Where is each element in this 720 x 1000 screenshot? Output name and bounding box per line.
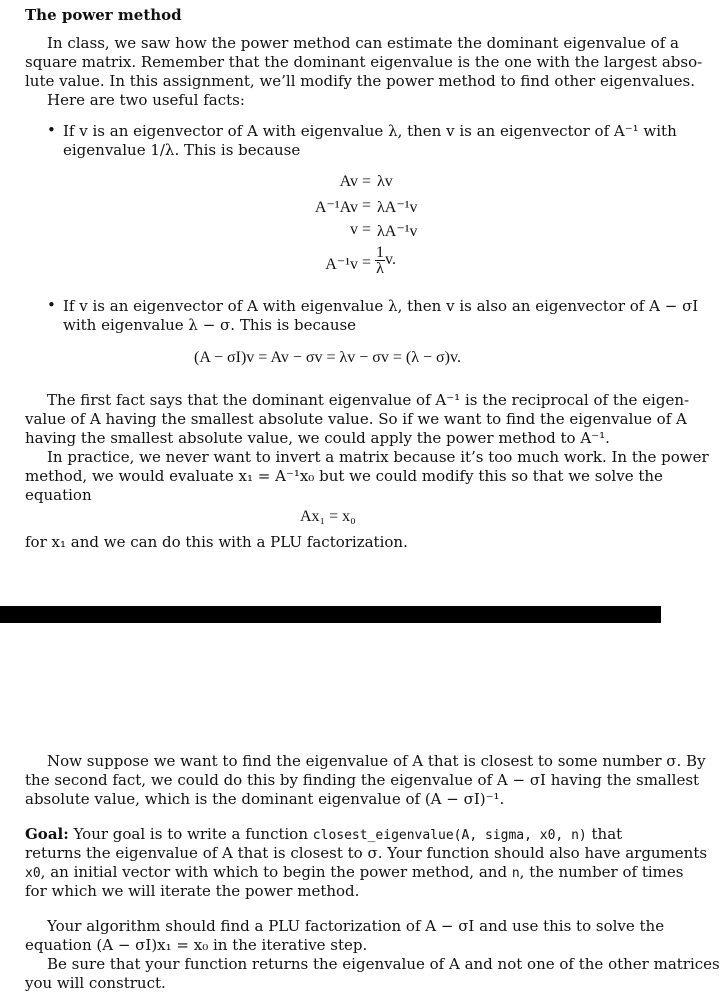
eq1-rhs-1: λv — [377, 173, 393, 190]
bullet-1-line-2: eigenvalue 1/λ. This is because — [63, 141, 301, 159]
eq1-lhs-3: v — [350, 221, 358, 238]
bullet-1-marker: • — [47, 121, 56, 139]
n-code: n — [511, 866, 520, 881]
fraction-denominator: λ — [376, 260, 384, 277]
goal-line-2: returns the eigenvalue of A that is closest to σ. Your function should also have arguments — [25, 844, 708, 862]
goal-line-3 — [25, 863, 683, 883]
equation-2: (A − σI)v = Av − σv = λv − σv = (λ − σ)v. — [194, 349, 461, 366]
fact-line-3: having the smallest absolute value, we could apply the power method to A⁻¹. — [25, 429, 610, 447]
plu-line: for x₁ and we can do this with a PLU factorization. — [25, 533, 408, 551]
intro-line-3: lute value. In this assignment, we’ll modify the power method to find other eigenvalues. — [25, 72, 695, 90]
eq1-lhs-1: Av — [339, 173, 358, 190]
goal-line-1-post: that — [591, 825, 623, 843]
intro-line-2: square matrix. Remember that the dominant eigenvalue is the one with the largest abso- — [25, 53, 703, 71]
page-separator — [0, 606, 661, 623]
eq1-eq-2: = — [362, 197, 372, 214]
eq1-eq-3: = — [362, 221, 372, 238]
sigma-line-1: Now suppose we want to find the eigenvalue of A that is closest to some number σ. By — [47, 752, 706, 770]
fraction-tail: v. — [385, 251, 396, 269]
intro-line-4: Here are two useful facts: — [47, 91, 245, 109]
x0-code: x0 — [25, 866, 41, 881]
algorithm-line-2: equation (A − σI)x₁ = x₀ in the iterative step. — [25, 936, 368, 954]
function-signature: closest_eigenvalue(A, sigma, x0, n) — [312, 828, 587, 843]
bullet-2-marker: • — [47, 296, 56, 314]
eq1-eq-1: = — [362, 173, 372, 190]
goal-line-4: for which we will iterate the power method. — [25, 882, 360, 900]
sigma-line-3: absolute value, which is the dominant eigenvalue of (A − σI)⁻¹. — [25, 790, 505, 808]
eq1-rhs-3: λA⁻¹v — [377, 223, 418, 240]
practice-line-3: equation — [25, 486, 92, 504]
eq1-lhs-4: A⁻¹v — [325, 256, 358, 273]
algorithm-line-1: Your algorithm should find a PLU factorization of A − σI and use this to solve the — [47, 917, 665, 935]
goal-label: Goal: — [25, 825, 69, 843]
eq1-rhs-4 — [375, 245, 396, 276]
bullet-1-line-1: If v is an eigenvector of A with eigenvalue λ, then v is an eigenvector of A⁻¹ with — [63, 122, 677, 140]
equation-3: Ax₁ = x₀ — [300, 508, 356, 525]
fact-line-1: The first fact says that the dominant eigenvalue of A⁻¹ is the reciprocal of the eigen- — [47, 391, 690, 409]
closing-line-2: you will construct. — [25, 974, 166, 992]
fraction-numerator: 1 — [376, 244, 384, 261]
goal-line-1 — [25, 825, 622, 845]
fact-line-2: value of A having the smallest absolute value. So if we want to find the eigenvalue of A — [25, 410, 687, 428]
eq1-eq-4: = — [362, 254, 372, 271]
bullet-2-line-1: If v is an eigenvector of A with eigenvalue λ, then v is also an eigenvector of A − σI — [63, 297, 699, 315]
goal-line-1-pre: Your goal is to write a function — [73, 825, 309, 843]
closing-line-1: Be sure that your function returns the eigenvalue of A and not one of the other matrices — [47, 955, 720, 973]
sigma-line-2: the second fact, we could do this by finding the eigenvalue of A − σI having the smallest — [25, 771, 700, 789]
bullet-2-line-2: with eigenvalue λ − σ. This is because — [63, 316, 357, 334]
goal-line-3-post: , the number of times — [519, 863, 684, 881]
intro-line-1: In class, we saw how the power method can estimate the dominant eigenvalue of a — [47, 34, 679, 52]
goal-line-3-text: , an initial vector with which to begin the power method, and — [40, 863, 508, 881]
eq1-lhs-2: A⁻¹Av — [314, 199, 358, 216]
eq1-rhs-2: λA⁻¹v — [377, 199, 418, 216]
fraction — [375, 245, 385, 276]
practice-line-1: In practice, we never want to invert a matrix because it’s too much work. In the power — [47, 448, 709, 466]
page-title: The power method — [25, 6, 182, 24]
practice-line-2: method, we would evaluate x₁ = A⁻¹x₀ but we could modify this so that we solve the — [25, 467, 663, 485]
